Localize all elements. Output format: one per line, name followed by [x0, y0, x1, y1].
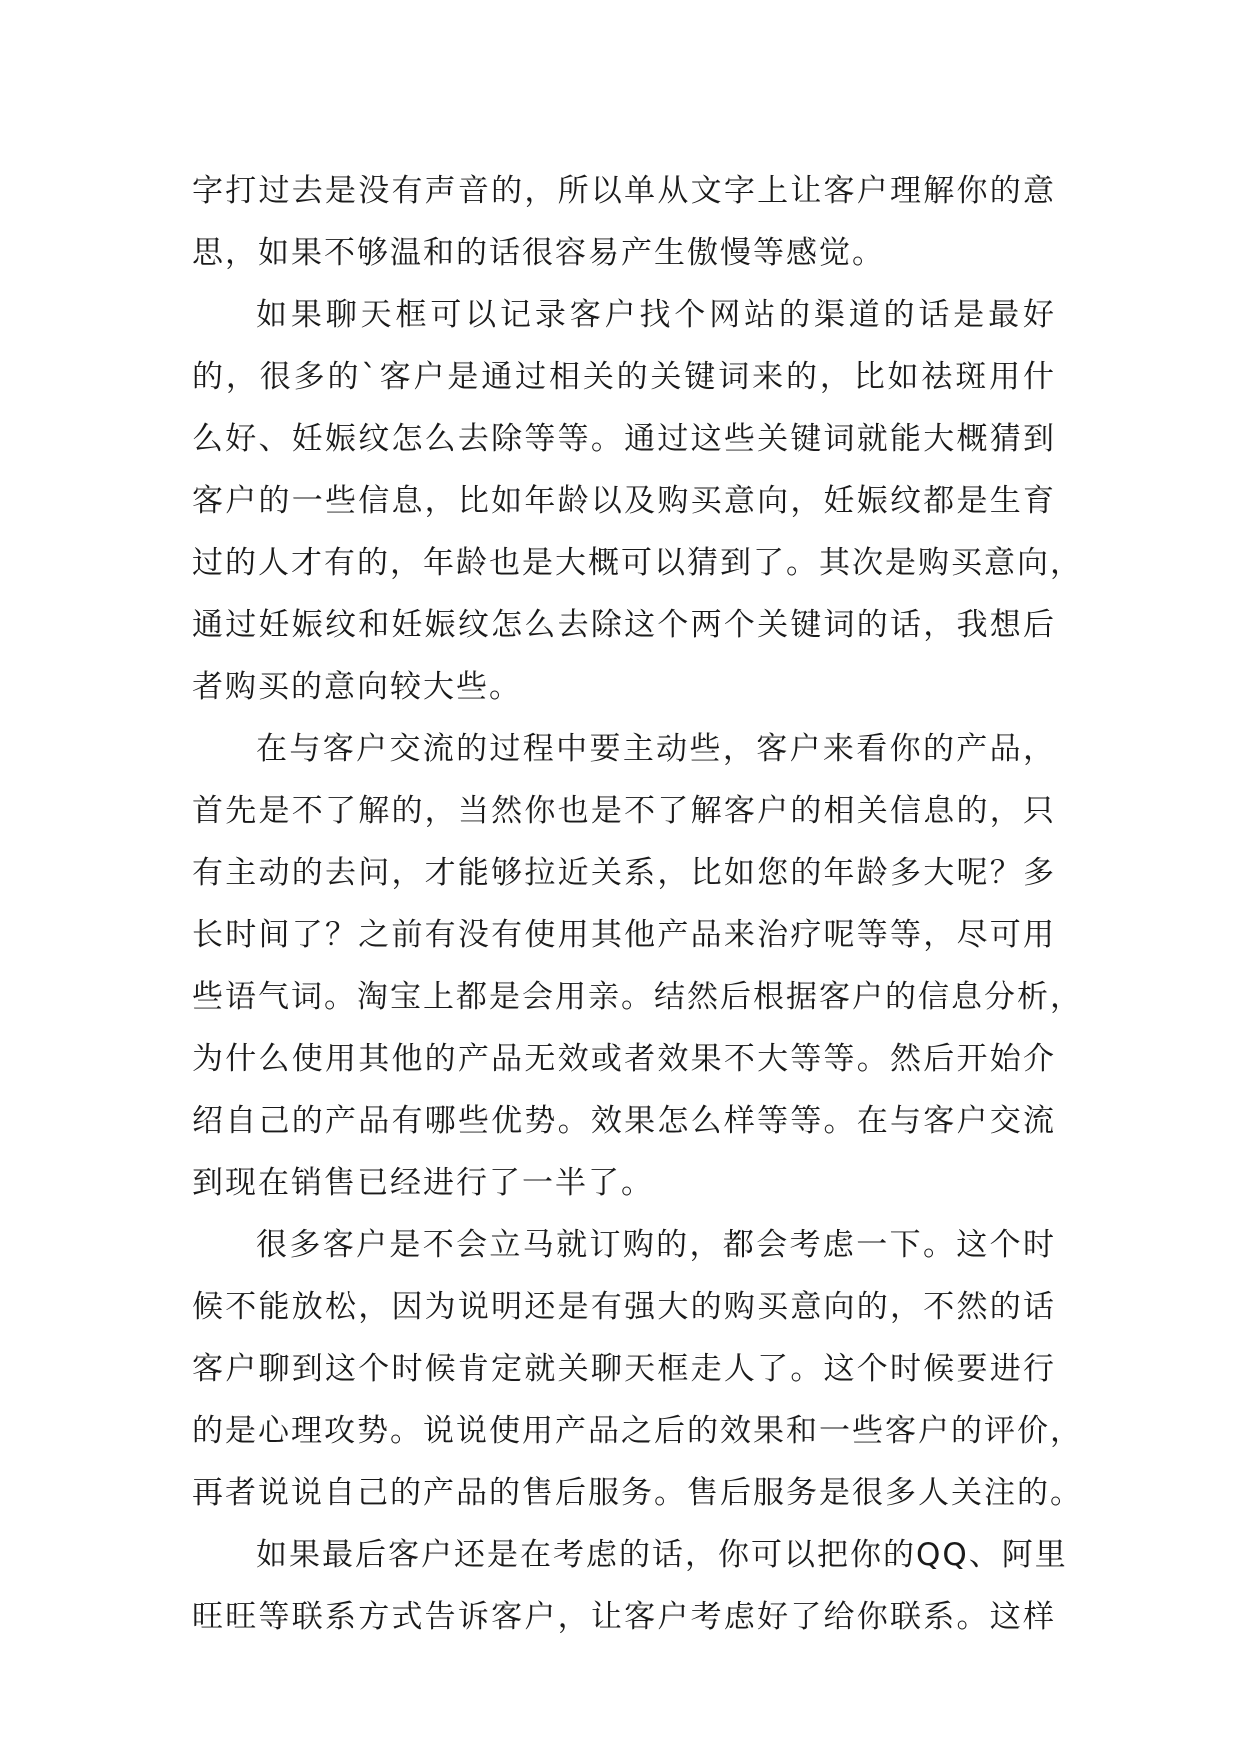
text-line: 客户的一些信息，比如年龄以及购买意向，妊娠纹都是生育 — [192, 483, 1056, 519]
text-line: 候不能放松，因为说明还是有强大的购买意向的，不然的话 — [192, 1289, 1056, 1325]
text-line: 字打过去是没有声音的，所以单从文字上让客户理解你的意 — [192, 173, 1056, 209]
text-line: 思，如果不够温和的话很容易产生傲慢等感觉。 — [192, 235, 885, 271]
text-line: 如果最后客户还是在考虑的话，你可以把你的QQ、阿里 — [256, 1537, 1068, 1573]
text-line: 绍自己的产品有哪些优势。效果怎么样等等。在与客户交流 — [192, 1103, 1056, 1139]
text-line: 的，很多的`客户是通过相关的关键词来的，比如祛斑用什 — [192, 359, 1056, 395]
text-line: 很多客户是不会立马就订购的，都会考虑一下。这个时 — [256, 1227, 1056, 1263]
text-line: 为什么使用其他的产品无效或者效果不大等等。然后开始介 — [192, 1041, 1056, 1077]
text-line: 的是心理攻势。说说使用产品之后的效果和一些客户的评价， — [192, 1413, 1083, 1449]
text-line: 过的人才有的，年龄也是大概可以猜到了。其次是购买意向， — [192, 545, 1083, 581]
text-line: 到现在销售已经进行了一半了。 — [192, 1165, 654, 1201]
text-line: 长时间了？之前有没有使用其他产品来治疗呢等等，尽可用 — [192, 917, 1056, 953]
text-line: 通过妊娠纹和妊娠纹怎么去除这个两个关键词的话，我想后 — [192, 607, 1056, 643]
text-line: 者购买的意向较大些。 — [192, 669, 522, 705]
text-line: 再者说说自己的产品的售后服务。售后服务是很多人关注的。 — [192, 1475, 1083, 1511]
text-line: 么好、妊娠纹怎么去除等等。通过这些关键词就能大概猜到 — [192, 421, 1056, 457]
document-body-text — [192, 160, 1083, 1648]
text-line: 在与客户交流的过程中要主动些，客户来看你的产品， — [256, 731, 1056, 767]
text-line: 有主动的去问，才能够拉近关系，比如您的年龄多大呢？多 — [192, 855, 1056, 891]
text-line: 客户聊到这个时候肯定就关聊天框走人了。这个时候要进行 — [192, 1351, 1056, 1387]
text-line: 些语气词。淘宝上都是会用亲。结然后根据客户的信息分析， — [192, 979, 1083, 1015]
text-line: 如果聊天框可以记录客户找个网站的渠道的话是最好 — [256, 297, 1056, 333]
text-line: 旺旺等联系方式告诉客户，让客户考虑好了给你联系。这样 — [192, 1599, 1056, 1635]
text-line: 首先是不了解的，当然你也是不了解客户的相关信息的，只 — [192, 793, 1056, 829]
